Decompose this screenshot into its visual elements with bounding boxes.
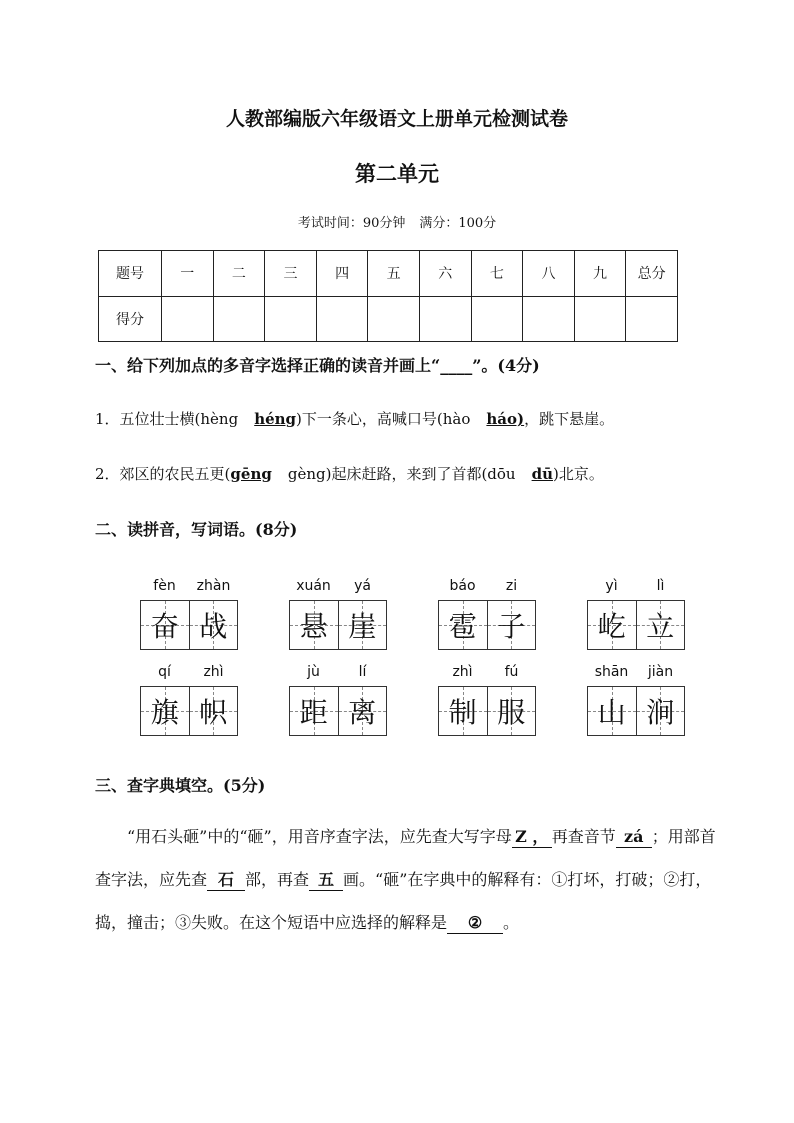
- word-box: [140, 664, 238, 736]
- table-cell: 四: [316, 251, 368, 297]
- word-char: 旗: [150, 696, 179, 729]
- q1-answer-2: háo): [486, 410, 525, 428]
- word-box: [587, 664, 685, 736]
- pinyin: shān: [594, 664, 629, 680]
- word-char: 离: [348, 696, 377, 729]
- pinyin: zhì: [452, 664, 473, 680]
- q2-middle: gèng)起床赶路，来到了首都(dōu: [287, 465, 516, 483]
- pinyin: zhì: [203, 664, 224, 680]
- score-input-cell[interactable]: [213, 296, 265, 342]
- answer-blank: ②: [447, 913, 503, 934]
- paragraph-text: “用石头砸”中的“砸”，用音序查字法，应先查大写字母: [127, 827, 512, 846]
- table-cell: 三: [265, 251, 317, 297]
- pinyin: xuán: [296, 578, 331, 594]
- q1-middle: )下一条心，高喊口号(hào: [296, 410, 471, 428]
- pinyin: yá: [354, 578, 371, 594]
- word-char: 服: [497, 696, 526, 729]
- section2-heading: 二、读拼音，写词语。(8分): [95, 520, 298, 539]
- q2-prefix: 2．郊区的农民五更(: [95, 465, 231, 483]
- section1-question-2: [95, 463, 604, 484]
- q1-answer-1: héng: [254, 410, 297, 428]
- section1-question-1: [95, 408, 614, 429]
- score-input-cell[interactable]: [574, 296, 626, 342]
- word-char: 屹: [597, 610, 626, 643]
- section1-heading: 一、给下列加点的多音字选择正确的读音并画上“____”。(4分): [95, 356, 540, 375]
- word-char: 帜: [199, 696, 228, 729]
- table-cell: 五: [368, 251, 420, 297]
- word-char: 战: [199, 610, 228, 643]
- word-box: [289, 664, 387, 736]
- paragraph-text: 。: [503, 913, 520, 932]
- table-cell: 六: [419, 251, 471, 297]
- table-cell: 七: [471, 251, 523, 297]
- word-char: 立: [646, 610, 675, 643]
- paragraph-text: ；用部首查字法，应先查: [95, 827, 716, 889]
- paragraph-text: 画。“砸”在字典中的解释有：①打坏，打破；②打，捣，撞击；③失败。在这个短语中应选择的解释是: [95, 870, 712, 932]
- score-input-cell[interactable]: [523, 296, 575, 342]
- q2-answer-1: gēng: [230, 465, 272, 483]
- pinyin: fèn: [153, 578, 176, 594]
- exam-meta: [0, 212, 794, 231]
- pinyin: jiàn: [647, 664, 674, 680]
- score-table: [98, 250, 678, 342]
- word-box: [140, 578, 238, 650]
- score-table-header-row: [99, 251, 678, 297]
- word-char: 距: [299, 696, 328, 729]
- q1-suffix: ，跳下悬崖。: [524, 410, 615, 428]
- score-input-cell[interactable]: [368, 296, 420, 342]
- word-char: 子: [497, 610, 526, 643]
- word-box: [438, 664, 536, 736]
- answer-blank: 石: [207, 870, 245, 891]
- pinyin: zi: [505, 578, 518, 594]
- table-cell: 九: [574, 251, 626, 297]
- pinyin: lí: [358, 664, 367, 680]
- pinyin: yì: [605, 578, 618, 594]
- answer-blank: zá: [616, 827, 652, 848]
- word-char: 山: [597, 696, 626, 729]
- paragraph-text: 再查音节: [551, 827, 616, 846]
- score-input-cell[interactable]: [471, 296, 523, 342]
- score-input-cell[interactable]: [265, 296, 317, 342]
- word-char: 制: [448, 696, 477, 729]
- exam-title: 人教部编版六年级语文上册单元检测试卷: [225, 108, 568, 130]
- section3-heading: 三、查字典填空。(5分): [95, 776, 266, 795]
- paragraph-text: 部，再查: [245, 870, 310, 889]
- exam-time: 考试时间：90分钟: [297, 216, 406, 231]
- q2-answer-2: dū: [531, 465, 553, 483]
- word-box: [587, 578, 685, 650]
- pinyin: zhàn: [196, 578, 231, 594]
- word-char: 崖: [348, 610, 377, 643]
- table-cell: 得分: [99, 296, 162, 342]
- word-char: 悬: [299, 610, 328, 643]
- q1-prefix: 1．五位壮士横(hèng: [95, 410, 239, 428]
- score-input-cell[interactable]: [162, 296, 214, 342]
- exam-full-score: 满分：100分: [419, 216, 497, 231]
- table-cell: 题号: [99, 251, 162, 297]
- score-input-cell[interactable]: [626, 296, 678, 342]
- section3-paragraph: [95, 815, 717, 944]
- unit-title: 第二单元: [355, 161, 439, 186]
- word-char: 涧: [646, 696, 675, 729]
- word-char: 雹: [448, 610, 477, 643]
- word-box: [289, 578, 387, 650]
- pinyin: jù: [307, 664, 320, 680]
- q2-suffix: )北京。: [553, 465, 604, 483]
- score-table-score-row: [99, 296, 678, 342]
- table-cell: 八: [523, 251, 575, 297]
- pinyin: fú: [504, 664, 519, 680]
- word-char: 奋: [150, 610, 179, 643]
- word-box: [438, 578, 536, 650]
- score-input-cell[interactable]: [316, 296, 368, 342]
- pinyin: lì: [656, 578, 665, 594]
- table-cell: 二: [213, 251, 265, 297]
- pinyin: qí: [158, 664, 171, 680]
- pinyin: báo: [449, 578, 476, 594]
- table-cell: 总分: [626, 251, 678, 297]
- table-cell: 一: [162, 251, 214, 297]
- answer-blank: 五: [309, 870, 343, 891]
- score-input-cell[interactable]: [419, 296, 471, 342]
- answer-blank: Z ，: [512, 827, 552, 848]
